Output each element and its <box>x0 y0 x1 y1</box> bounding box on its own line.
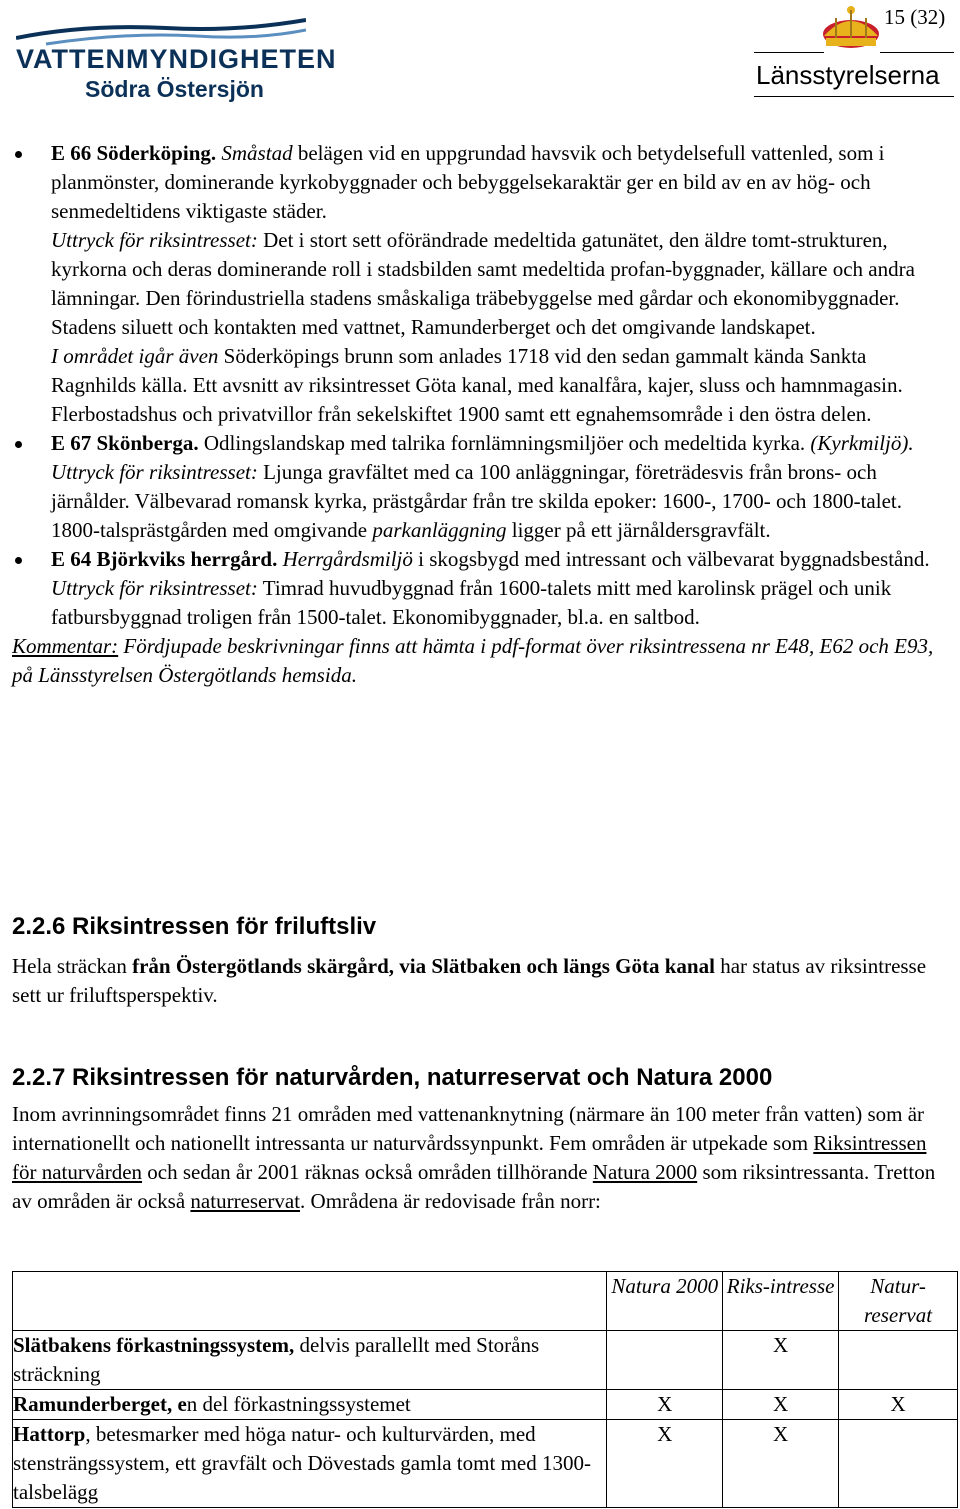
riksintressen-naturvarden-link[interactable]: Riksintressen för naturvården <box>12 1131 927 1184</box>
item-paragraph <box>51 342 952 429</box>
item-label: Uttryck för riksintresset: <box>51 576 258 600</box>
table-cell-name <box>13 1420 607 1508</box>
vattenmyndigheten-title: VATTENMYNDIGHETEN <box>16 44 337 74</box>
list-item <box>12 139 952 429</box>
item-text: i skogsbygd med intressant och välbevarat byggnadsbestånd. <box>412 547 930 571</box>
row-name-bold: Ramunderberget, e <box>13 1392 187 1416</box>
section-text: Hela sträckan <box>12 954 133 978</box>
item-text: Söderköpings brunn som anlades 1718 vid den sedan gammalt kända Sankta Ragnhilds källa. Ett avsnitt av riksintresset Göta kanal, med kanalfåra, kajer, sluss och hamnmagasin. Flerbostadshus och privatvillor från sekelskiftet 1900 samt ett egnahemsområde i den östra delen. <box>51 344 903 426</box>
item-text: belägen vid en uppgrundad havsvik och betydelsefull vattenled, som i planmönster, dominerande kyrkobyggnader och bebyggelsekaraktär ger en bild av en av hög- och senmedeltidens viktigaste städer. <box>51 141 885 223</box>
item-text: Ljunga gravfältet med ca 100 anläggningar, företrädesvis från brons- och järnålder. Välbevarad romansk kyrka, prästgårdar från tre skilda epoker: 1600-, 1700- och 1800-talet. 1800-talsprästgården med omgivande <box>51 460 902 542</box>
section-text: har status av riksintresse sett ur friluftsperspektiv. <box>12 954 927 1007</box>
table-header-reservat: Natur-reservat <box>839 1272 958 1331</box>
table-cell-reservat <box>839 1420 958 1508</box>
omraden-table <box>12 1271 958 1508</box>
table-cell-natura <box>607 1331 723 1390</box>
item-italic: parkanläggning <box>372 518 507 542</box>
page-header <box>0 0 960 120</box>
table-cell-reservat <box>839 1331 958 1390</box>
item-code: E 67 Skönberga. <box>51 431 199 455</box>
section-226-paragraph <box>12 952 952 1010</box>
bullet-icon <box>15 151 22 158</box>
section-text: som riksintressanta. Tretton av områden är också <box>12 1160 936 1213</box>
lansstyrelserna-title: Länsstyrelserna <box>756 60 940 90</box>
item-text: Timrad huvudbyggnad från 1600-talets mitt med karolinsk prägel och unik fatbursbyggnad troligen från 1500-talet. Ekonomibyggnader, bl.a. en saltbod. <box>51 576 892 629</box>
table-cell-name <box>13 1331 607 1390</box>
section-bold-text: från Östergötlands skärgård, via Slätbaken och längs Göta kanal <box>132 954 715 978</box>
item-text: ligger på ett järnåldersgravfält. <box>506 518 771 542</box>
row-name: delvis parallellt med Storåns sträckning <box>13 1333 540 1386</box>
page-number: 15 (32) <box>884 5 946 29</box>
item-label: I området igår även <box>51 344 219 368</box>
section-heading-227: 2.2.7 Riksintressen för naturvården, naturreservat och Natura 2000 <box>12 1064 773 1091</box>
item-label: Uttryck för riksintresset: <box>51 460 258 484</box>
bullet-icon <box>15 441 22 448</box>
comment-label: Kommentar: <box>12 634 119 658</box>
table-row <box>13 1390 958 1420</box>
crown-icon <box>820 4 882 52</box>
ls-rule-right <box>880 52 954 53</box>
table-header-row <box>13 1272 958 1331</box>
item-code: E 64 Björkviks herrgård. <box>51 547 278 571</box>
table-row <box>13 1420 958 1508</box>
table-cell-riks: X <box>723 1420 839 1508</box>
item-paragraph <box>51 226 952 342</box>
section-227-paragraph <box>12 1100 952 1216</box>
row-name: n del förkastningssystemet <box>186 1392 411 1416</box>
item-paragraph <box>51 139 952 226</box>
ls-rule-left <box>754 52 824 53</box>
comment-paragraph <box>12 632 952 690</box>
naturreservat-link[interactable]: naturreservat <box>190 1189 301 1213</box>
section-text: . Områdena är redovisade från norr: <box>300 1189 601 1213</box>
item-italic: Herrgårdsmiljö <box>282 547 413 571</box>
item-paragraph <box>51 574 952 632</box>
list-item <box>12 545 952 632</box>
section-heading-226: 2.2.6 Riksintressen för friluftsliv <box>12 913 377 940</box>
row-name-bold: Hattorp <box>13 1422 86 1446</box>
table-cell-riks: X <box>723 1331 839 1390</box>
table-cell-natura: X <box>607 1390 723 1420</box>
item-paragraph <box>51 458 952 545</box>
riksintresse-list <box>12 139 952 690</box>
item-text: Det i stort sett oförändrade medeltida gatunätet, den äldre tomt-strukturen, kyrkorna och deras dominerande roll i stadsbilden samt medeltida profan-byggnader, källare och andra lämningar. Den förindustriella stadens småskaliga träbebyggelse med gårdar och ekonomibyggnader. Stadens siluett och kontakten med vattnet, Ramunderberget och det omgivande landskapet. <box>51 228 915 339</box>
table-header-empty <box>13 1272 607 1331</box>
vattenmyndigheten-logo-icon <box>16 14 306 46</box>
table-cell-riks: X <box>723 1390 839 1420</box>
table-header-riks: Riks-intresse <box>723 1272 839 1331</box>
table-header-natura: Natura 2000 <box>607 1272 723 1331</box>
natura-2000-link[interactable]: Natura 2000 <box>592 1160 698 1184</box>
table-cell-reservat: X <box>839 1390 958 1420</box>
item-label: Uttryck för riksintresset: <box>51 228 258 252</box>
table-cell-natura: X <box>607 1420 723 1508</box>
item-code: E 66 Söderköping. <box>51 141 217 165</box>
comment-text: Fördjupade beskrivningar finns att hämta i pdf-format över riksintressena nr E48, E62 och E93, på Länsstyrelsen Östergötlands hemsida. <box>12 634 934 687</box>
item-paragraph <box>51 429 952 458</box>
section-text: och sedan år 2001 räknas också områden tillhörande <box>142 1160 593 1184</box>
bullet-icon <box>15 557 22 564</box>
ls-rule-bottom <box>754 96 954 97</box>
item-paragraph <box>51 545 952 574</box>
item-text: Odlingslandskap med talrika fornlämningsmiljöer och medeltida kyrka. <box>198 431 806 455</box>
item-italic: Småstad <box>221 141 293 165</box>
section-text: Inom avrinningsområdet finns 21 områden med vattenanknytning (närmare än 100 meter från vatten) som är internationellt och nationellt intressanta ur naturvårdssynpunkt. Fem områden är utpekade som <box>12 1102 925 1155</box>
item-italic: (Kyrkmiljö). <box>810 431 914 455</box>
vattenmyndigheten-subtitle: Södra Östersjön <box>85 76 264 102</box>
table-cell-name <box>13 1390 607 1420</box>
row-name: , betesmarker med höga natur- och kulturvärden, med stensträngssystem, ett gravfält och Dövestads gamla tomt med 1300-talsbelägg <box>13 1422 591 1504</box>
row-name-bold: Slätbakens förkastningssystem, <box>13 1333 295 1357</box>
list-item <box>12 429 952 545</box>
table-row <box>13 1331 958 1390</box>
